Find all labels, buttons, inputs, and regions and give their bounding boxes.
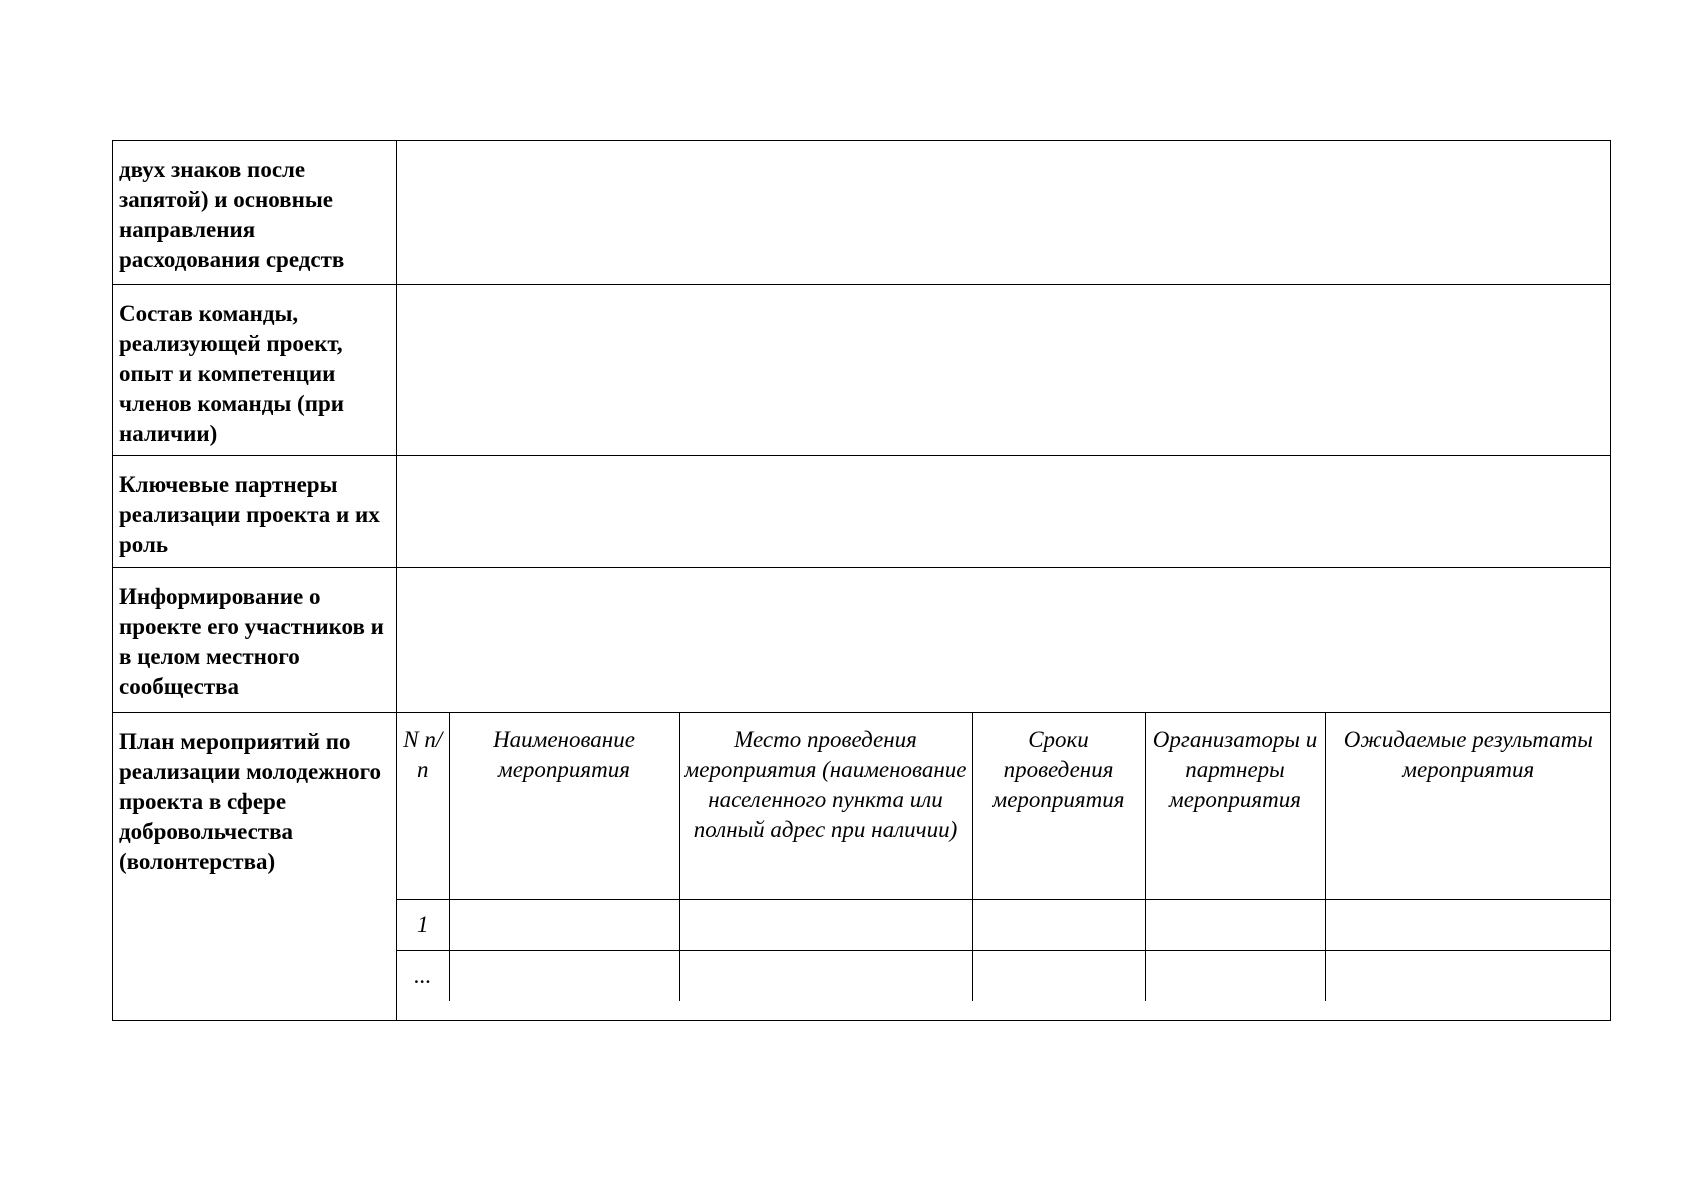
plan-row-number: 1: [397, 900, 449, 951]
plan-header-number: N п/п: [397, 713, 449, 900]
form-row-informing: [113, 568, 1611, 713]
form-row-partners: [113, 456, 1611, 568]
row-value-field[interactable]: [397, 285, 1611, 456]
plan-cell-results[interactable]: [1325, 900, 1611, 951]
plan-header-dates: Сроки проведения мероприятия: [972, 713, 1145, 900]
row-value-field[interactable]: [397, 141, 1611, 285]
plan-header-organizers: Организаторы и партнеры мероприятия: [1145, 713, 1325, 900]
plan-header-event-name: Наименование мероприятия: [449, 713, 679, 900]
plan-header-results: Ожидаемые результаты мероприятия: [1325, 713, 1611, 900]
event-plan-table: [397, 713, 1611, 1001]
plan-cell-organizers[interactable]: [1145, 951, 1325, 1002]
form-row-budget: [113, 141, 1611, 285]
row-value-field[interactable]: [397, 568, 1611, 713]
plan-cell-location[interactable]: [679, 951, 972, 1002]
plan-cell-results[interactable]: [1325, 951, 1611, 1002]
plan-header-location: Место проведения мероприятия (наименование населенного пункта или полный адрес при наличии): [679, 713, 972, 900]
plan-cell-dates[interactable]: [972, 951, 1145, 1002]
plan-container: [397, 713, 1611, 1021]
form-row-plan: [113, 713, 1611, 1021]
plan-cell-dates[interactable]: [972, 900, 1145, 951]
row-label: Ключевые партнеры реализации проекта и их роль: [113, 456, 397, 568]
plan-cell-organizers[interactable]: [1145, 900, 1325, 951]
row-label: Состав команды, реализующей проект, опыт и компетенции членов команды (при наличии): [113, 285, 397, 456]
plan-cell-location[interactable]: [679, 900, 972, 951]
row-label: План мероприятий по реализации молодежного проекта в сфере добровольчества (волонтерства): [113, 713, 397, 1021]
plan-row: [397, 900, 1611, 951]
row-value-field[interactable]: [397, 456, 1611, 568]
application-form-table: [112, 140, 1611, 1021]
plan-cell-event-name[interactable]: [449, 951, 679, 1002]
plan-row-number: ...: [397, 951, 449, 1002]
row-label: Информирование о проекте его участников и в целом местного сообщества: [113, 568, 397, 713]
plan-header-row: [397, 713, 1611, 900]
plan-cell-event-name[interactable]: [449, 900, 679, 951]
form-row-team: [113, 285, 1611, 456]
plan-row: [397, 951, 1611, 1002]
row-label: двух знаков после запятой) и основные направления расходования средств: [113, 141, 397, 285]
